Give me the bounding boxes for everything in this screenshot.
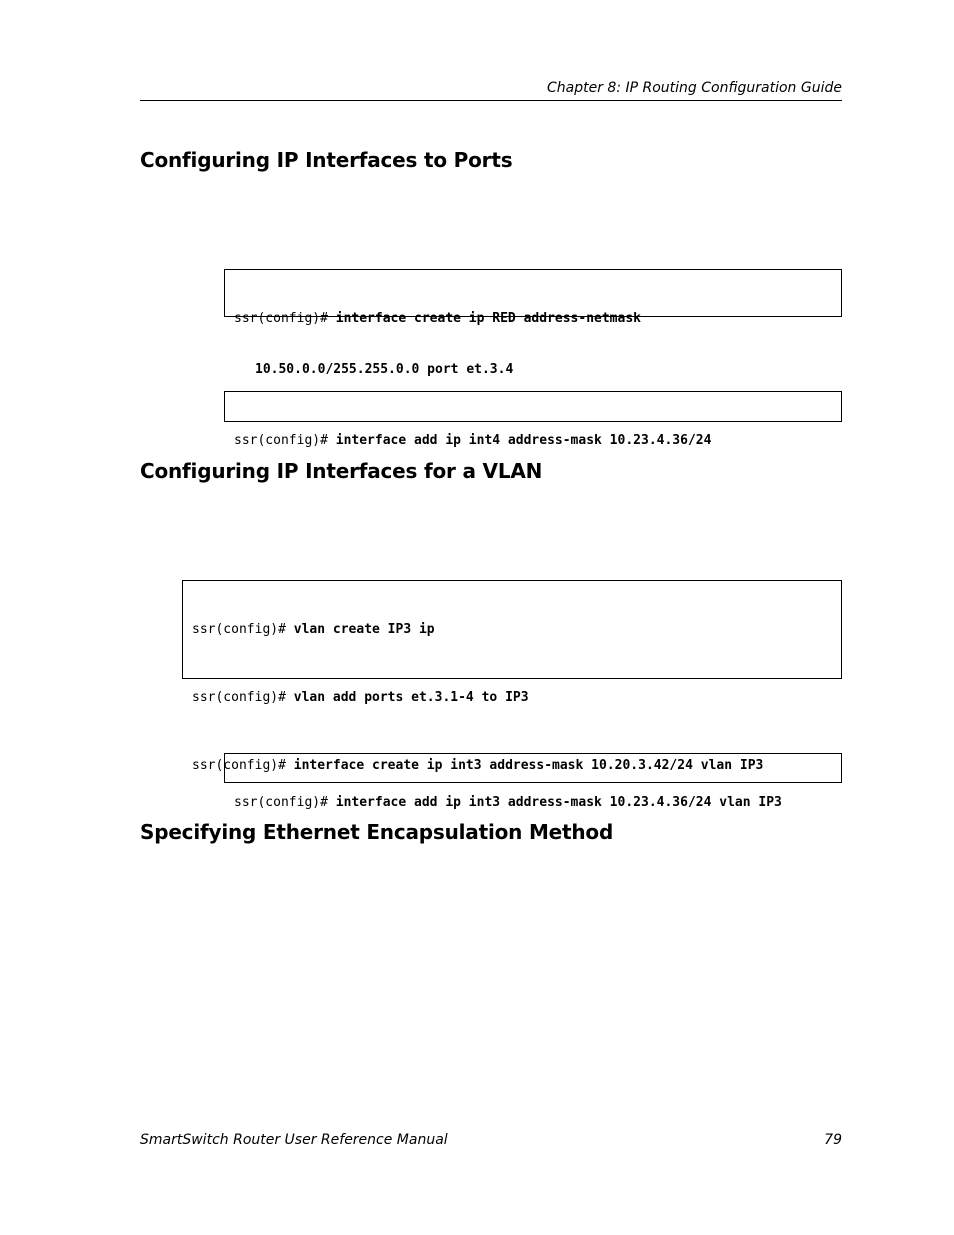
running-footer-title: SmartSwitch Router User Reference Manual [140,1132,448,1148]
section-heading: Specifying Ethernet Encapsulation Method [140,820,614,844]
section-heading: Configuring IP Interfaces for a VLAN [140,459,543,483]
running-header: Chapter 8: IP Routing Configuration Guide [546,80,842,96]
code-command: vlan create IP3 ip [293,622,435,637]
code-command: interface create ip RED address-netmask [335,311,641,326]
code-line [234,310,832,327]
code-line [234,794,832,811]
code-example [224,269,842,377]
header-rule [140,100,842,101]
code-example [182,580,842,773]
code-command: 10.50.0.0/255.255.0.0 port et.3.4 [255,362,514,377]
code-prompt: ssr(config)# [234,433,328,448]
code-line [234,361,832,378]
code-prompt: ssr(config)# [192,622,286,637]
code-command: interface create ip int3 address-mask 10.20.3.42/24 vlan IP3 [293,758,764,773]
code-line [192,689,832,706]
code-prompt: ssr(config)# [234,311,328,326]
code-prompt: ssr(config)# [192,690,286,705]
code-prompt: ssr(config)# [234,795,328,810]
code-example [224,753,842,810]
code-prompt: ssr(config)# [192,758,286,773]
code-line [192,621,832,638]
code-example [224,391,842,448]
code-command: interface add ip int4 address-mask 10.23.4.36/24 [335,433,712,448]
code-command: vlan add ports et.3.1-4 to IP3 [293,690,529,705]
page-number: 79 [824,1132,842,1148]
code-command: interface add ip int3 address-mask 10.23.4.36/24 vlan IP3 [335,795,782,810]
section-heading: Configuring IP Interfaces to Ports [140,148,513,172]
code-line [234,432,832,449]
